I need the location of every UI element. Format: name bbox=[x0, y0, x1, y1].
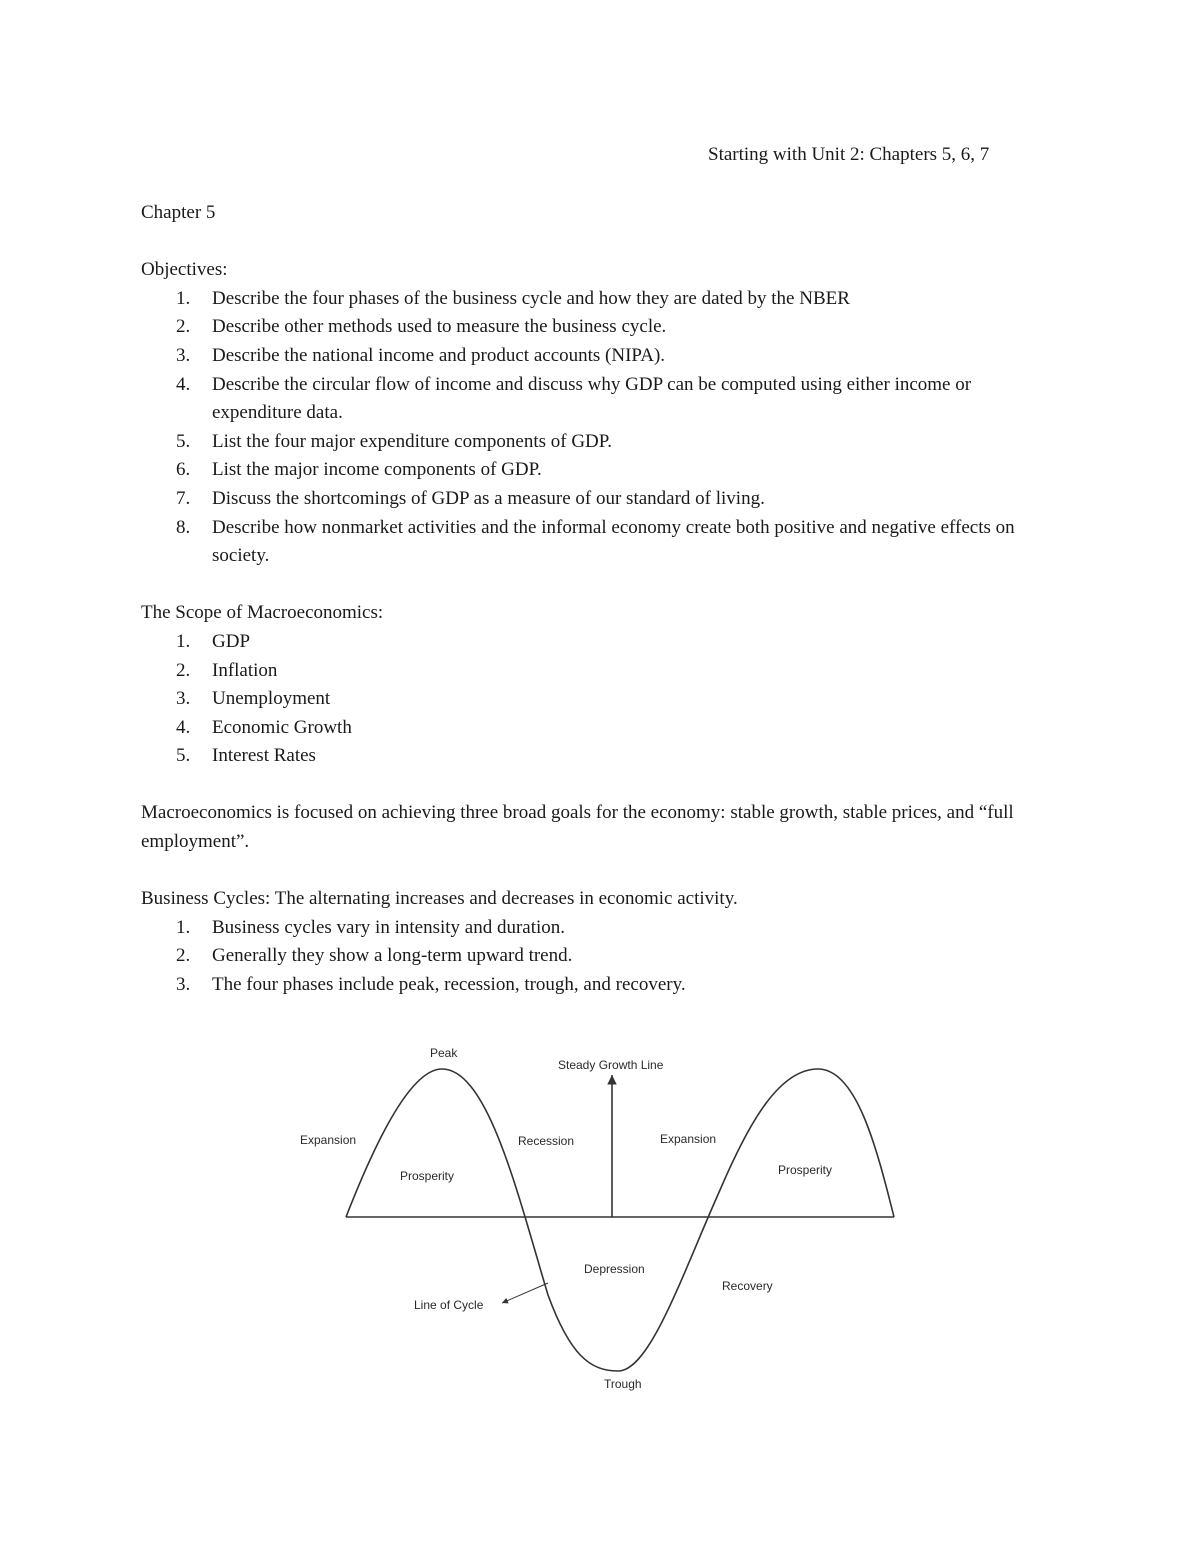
list-item: 3. The four phases include peak, recession, trough, and recovery. bbox=[176, 974, 686, 996]
goals-paragraph: Macroeconomics is focused on achieving three broad goals for the economy: stable growth, stable prices, and “full employment”. bbox=[141, 802, 1014, 853]
label-depression: Depression bbox=[584, 1262, 645, 1276]
objectives-list bbox=[141, 285, 1061, 571]
label-recovery: Recovery bbox=[722, 1279, 773, 1293]
business-cycles-list bbox=[141, 914, 1061, 1000]
business-cycles-heading: Business Cycles: The alternating increases and decreases in economic activity. bbox=[141, 888, 738, 910]
list-item: 1. GDP bbox=[176, 630, 251, 652]
list-item: 1. Business cycles vary in intensity and duration. bbox=[176, 916, 566, 938]
list-item: 5. List the four major expenditure components of GDP. bbox=[176, 430, 612, 452]
chapter-title: Chapter 5 bbox=[141, 202, 216, 223]
label-peak: Peak bbox=[430, 1046, 458, 1060]
label-prosperity-left: Prosperity bbox=[400, 1169, 455, 1183]
page-header: Starting with Unit 2: Chapters 5, 6, 7 bbox=[708, 144, 990, 165]
list-item: 8. Describe how nonmarket activities and the informal economy create both positive and negative effects on society. bbox=[176, 516, 1015, 567]
list-item: 2. Generally they show a long-term upward trend. bbox=[176, 945, 573, 967]
label-recession: Recession bbox=[518, 1134, 575, 1148]
list-item: 2. Describe other methods used to measure the business cycle. bbox=[176, 316, 667, 338]
label-prosperity-right: Prosperity bbox=[778, 1163, 833, 1177]
list-item: 6. List the major income components of GDP. bbox=[176, 459, 542, 481]
label-trough: Trough bbox=[604, 1377, 642, 1391]
objectives-heading: Objectives: bbox=[141, 259, 228, 281]
list-item: 3. Unemployment bbox=[176, 688, 331, 710]
cycle-curve bbox=[346, 1069, 894, 1371]
label-steady-growth: Steady Growth Line bbox=[558, 1058, 664, 1072]
list-item: 5. Interest Rates bbox=[176, 745, 316, 767]
list-item: 2. Inflation bbox=[176, 659, 278, 681]
list-item: 7. Discuss the shortcomings of GDP as a measure of our standard of living. bbox=[176, 487, 765, 509]
label-expansion-left: Expansion bbox=[300, 1133, 357, 1147]
line-of-cycle-pointer bbox=[502, 1283, 548, 1303]
business-cycle-diagram bbox=[290, 1035, 910, 1400]
label-line-of-cycle: Line of Cycle bbox=[414, 1298, 484, 1312]
label-expansion-right: Expansion bbox=[660, 1132, 717, 1146]
list-item: 4. Economic Growth bbox=[176, 716, 352, 738]
list-item: 1. Describe the four phases of the business cycle and how they are dated by the NBER bbox=[176, 287, 850, 309]
list-item: 4. Describe the circular flow of income and discuss why GDP can be computed using either income or expenditure data. bbox=[176, 373, 972, 424]
list-item: 3. Describe the national income and product accounts (NIPA). bbox=[176, 344, 666, 366]
scope-heading: The Scope of Macroeconomics: bbox=[141, 602, 384, 624]
scope-list bbox=[141, 628, 1061, 771]
document-body bbox=[141, 199, 1061, 1000]
